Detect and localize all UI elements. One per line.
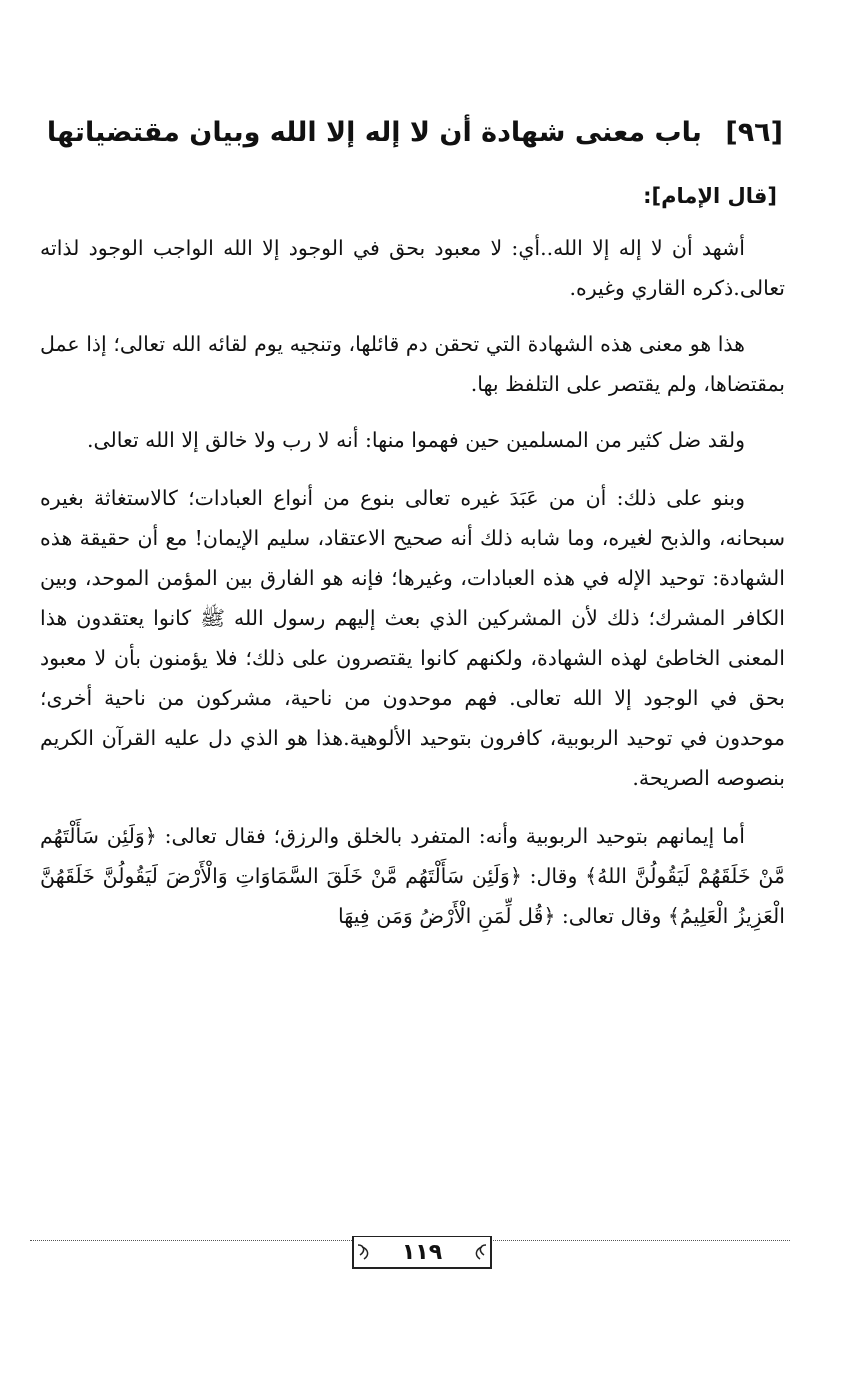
paragraph: وبنو على ذلك: أن من عَبَدَ غيره تعالى بنوع من أنواع العبادات؛ كالاستغاثة بغيره سبحانه، والذبح لغيره، وما شابه ذلك أنه صحيح الاعتقاد، سليم الإيمان! مع أن حقيقة هذه الشهادة: توحيد الإله في هذه العبادات، وغيرها؛ فإنه هو الفارق بين المؤمن الموحد، وبين الكافر المشرك؛ ذلك لأن المشركين الذي بعث إليهم رسول الله ﷺ كانوا يعتقدون هذا المعنى الخاطئ لهذه الشهادة، ولكنهم كانوا يقتصرون على ذلك؛ فلا يؤمنون بأن لا معبود بحق في الوجود إلا الله تعالى. فهم موحدون من ناحية، مشركون من ناحية أخرى؛ موحدون في توحيد الربوبية، كافرون بتوحيد الألوهية.هذا هو الذي دل عليه القرآن الكريم بنصوصه الصريحة. xyxy=(40,486,785,790)
page-number: ١١٩ xyxy=(401,1239,443,1265)
ornament-icon xyxy=(466,1241,488,1263)
chapter-number: [٩٦] xyxy=(725,117,783,148)
paragraph: أشهد أن لا إله إلا الله..أي: لا معبود بحق في الوجود إلا الله الواجب الوجود لذاته تعالى.ذكره القاري وغيره. xyxy=(40,236,785,300)
page-content xyxy=(40,110,785,936)
page-footer xyxy=(30,1236,790,1276)
chapter-heading xyxy=(40,110,785,156)
paragraph: هذا هو معنى هذه الشهادة التي تحقن دم قائلها، وتنجيه يوم لقائه الله تعالى؛ إذا عمل بمقتضاها، ولم يقتصر على التلفظ بها. xyxy=(40,332,785,396)
paragraph: أما إيمانهم بتوحيد الربوبية وأنه: المتفرد بالخلق والرزق؛ فقال تعالى: ﴿وَلَئِن سَأَلْتَهُم مَّنْ خَلَقَهُمْ لَيَقُولُنَّ اللهُ﴾ وقال: ﴿وَلَئِن سَأَلْتَهُم مَّنْ خَلَقَ السَّمَاوَاتِ وَالْأَرْضَ لَيَقُولُنَّ خَلَقَهُنَّ الْعَزِيزُ الْعَلِيمُ﴾ وقال تعالى: ﴿قُل لِّمَنِ الْأَرْضُ وَمَن فِيهَا xyxy=(40,824,785,928)
chapter-title: باب معنى شهادة أن لا إله إلا الله وبيان مقتضياتها xyxy=(46,117,702,148)
imam-label: [قال الإمام]: xyxy=(643,184,777,208)
page-number-frame xyxy=(352,1236,492,1269)
ornament-icon xyxy=(356,1241,378,1263)
paragraph: ولقد ضل كثير من المسلمين حين فهموا منها: أنه لا رب ولا خالق إلا الله تعالى. xyxy=(86,428,745,452)
